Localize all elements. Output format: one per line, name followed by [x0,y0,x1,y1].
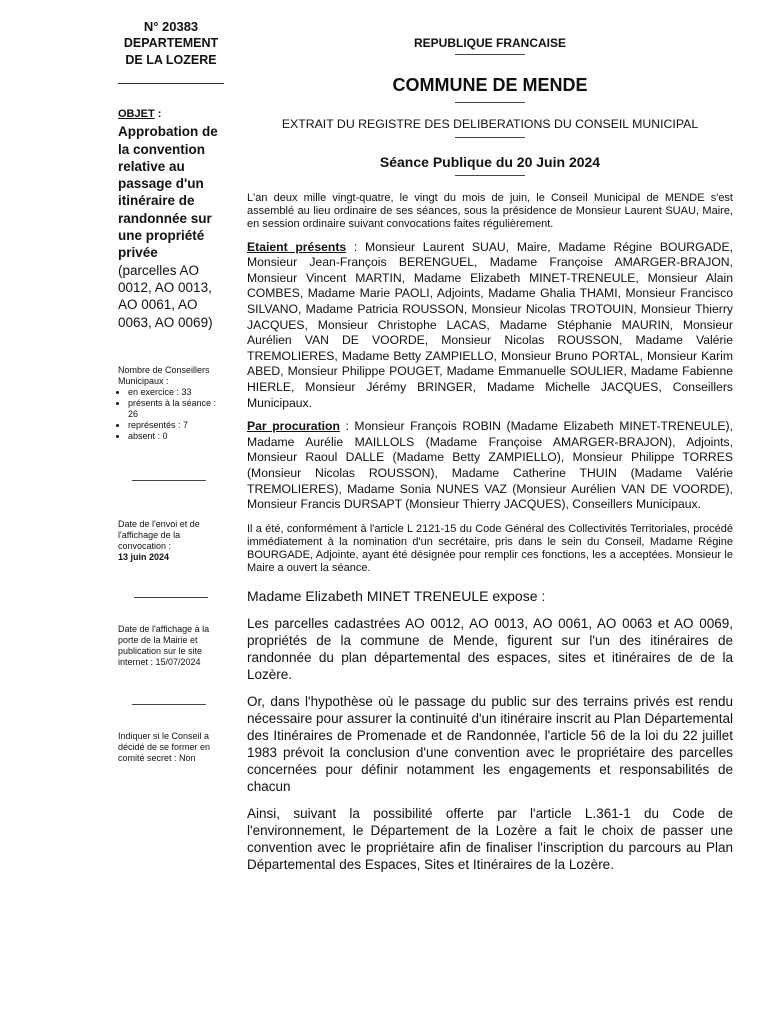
intro-paragraph: L'an deux mille vingt-quatre, le vingt du mois de juin, le Conseil Municipal de MENDE s'est assemblé au lieu ordinaire de ses séances, sous la présidence de Monsieur Laurent SUAU, Maire, en session ordinaire suivant convocations faites régulièrement. [247,192,733,231]
deliberation-number: N° 20383 [143,19,199,34]
affichage-block: Date de l'affichage à la porte de la Mairie et publication sur le site internet : 15/07/2024 [118,623,210,667]
procuration-label: Par procuration [247,419,340,434]
presents-text: : Monsieur Laurent SUAU, Maire, Madame Régine BOURGADE, Monsieur Jean-François BERENGUEL, Madame Françoise AMARGER-BRAJON, Monsieur Vincent MARTIN, Madame Elizabeth MINET-TRENEULE, Monsieur Alain COMBES, Madame Marie PAOLI, Adjoints, Madame Ghalia THAMI, Monsieur Francisco SILVANO, Madame Patricia ROUSSON, Monsieur Nicolas TROTOUIN, Monsieur Thierry JACQUES, Monsieur Christophe LACAS, Madame Stéphanie MAURIN, Monsieur Aurélien VAN DE VOORDE, Monsieur Nicolas ROUSSON, Madame Valérie TREMOLIERES, Madame Betty ZAMPIELLO, Monsieur Bruno PORTAL, Monsieur Karim ABED, Monsieur Philippe POUGET, Madame Emmanuelle SOULIER, Madame Fabienne HIERLE, Monsieur Jérémy BRINGER, Madame Michelle JACQUES, Conseillers Municipaux. [247,239,733,410]
count-item: • présents à la séance : 26 [128,398,224,420]
body-paragraph-1: Les parcelles cadastrées AO 0012, AO 0013, AO 0061, AO 0063 et AO 0069, propriétés de la commune de Mende, figurent sur l'un des itinéraires de randonnée du plan départemental des espaces, sites et itinéraires de de la Lozère. [247,615,733,682]
objet-title: Approbation de la convention relative au passage d'un itinéraire de randonnée sur une propriété privée [118,124,218,261]
margin-column [118,18,224,764]
count-item: • en exercice : 33 [128,387,224,398]
objet-block [118,104,224,331]
department-line-2: DE LA LOZERE [125,53,217,67]
count-item: • absent : 0 [128,431,224,442]
divider [134,597,208,598]
objet-label: OBJET [118,108,155,120]
department-block [118,18,224,69]
conseillers-counts [118,387,224,442]
expose-line: Madame Elizabeth MINET TRENEULE expose : [247,587,546,604]
extrait-heading: EXTRAIT DU REGISTRE DES DELIBERATIONS DU CONSEIL MUNICIPAL [281,117,699,131]
procuration-text: : Monsieur François ROBIN (Madame Elizabeth MINET-TRENEULE), Madame Aurélie MAILLOLS (Madame Françoise AMARGER-BRAJON), Adjoints, Monsieur Raoul DALLE (Madame Betty ZAMPIELLO), Monsieur Philippe TORRES (Monsieur Nicolas ROUSSON), Madame Catherine THUIN (Madame Valérie TREMOLIERES), Madame Sonia NUNES VAZ (Monsieur Aurélien VAN DE VOORDE), Monsieur Francis DURSAPT (Monsieur Thierry JACQUES), Conseillers Municipaux. [247,419,733,512]
envoi-text: Date de l'envoi et de l'affichage de la convocation : [118,518,200,551]
commune-title: COMMUNE DE MENDE [392,75,588,95]
conseillers-block [118,365,224,442]
body-paragraph-2: Or, dans l'hypothèse où le passage du public sur des terrains privés est rendu nécessaire pour assurer la continuité d'un itinéraire inscrit au Plan Départemental des Itinéraires de Promenade et de Randonnée, l'article 56 de la loi du 22 juillet 1983 prévoit la conclusion d'une convention avec le propriétaire des parcelles concernées pour définir notamment les engagements et responsabilités de chacun [247,693,733,794]
body-paragraph-3: Ainsi, suivant la possibilité offerte par l'article L.361-1 du Code de l'environnement, le Département de la Lozère a fait le choix de passer une convention avec le propriétaire afin de finaliser l'inscription du parcours au Plan Départemental des Espaces, Sites et Itinéraires de la Lozère. [247,805,733,872]
envoi-block [118,519,224,563]
department-line-1: DEPARTEMENT [123,36,219,50]
divider [455,175,525,176]
secret-block: Indiquer si le Conseil a décidé de se former en comité secret : Non [118,730,211,763]
count-item: • représentés : 7 [128,420,224,431]
divider [455,54,525,55]
divider [455,102,525,103]
objet-colon: : [154,108,162,120]
divider [455,137,525,138]
presents-paragraph [247,240,733,412]
presents-label: Etaient présents [247,239,347,254]
divider [132,704,206,705]
objet-parcels: (parcelles AO 0012, AO 0013, AO 0061, AO 0063, AO 0069) [118,262,213,330]
main-content [247,36,733,873]
divider [132,480,206,481]
divider [118,83,224,84]
secretary-paragraph: Il a été, conformément à l'article L 2121-15 du Code Général des Collectivités Territoriales, procédé immédiatement à la nomination d'un secrétaire, pris dans le sein du Conseil, Madame Régine BOURGADE, Adjointe, ayant été désignée pour remplir ces fonctions, les a acceptées. Monsieur le Maire a ouvert la séance. [247,522,733,575]
republique-heading: REPUBLIQUE FRANCAISE [413,36,566,50]
conseillers-title: Nombre de Conseillers Municipaux : [118,364,210,386]
envoi-date: 13 juin 2024 [118,551,170,562]
seance-title: Séance Publique du 20 Juin 2024 [379,154,601,170]
procuration-paragraph [247,419,733,513]
